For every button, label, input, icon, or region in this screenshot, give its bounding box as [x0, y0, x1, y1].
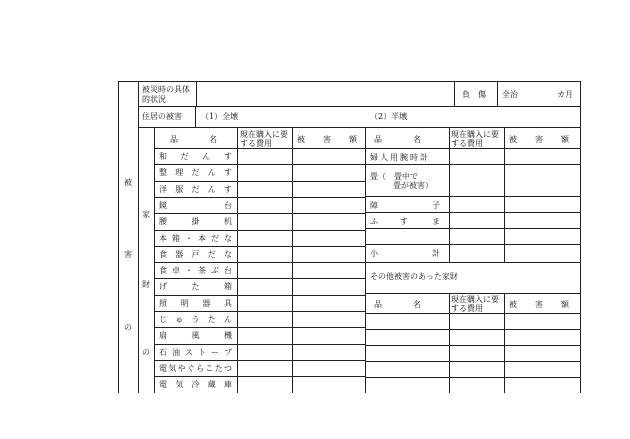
row-line [365, 212, 581, 213]
left-item-row: 照 明 器 具 [159, 298, 232, 308]
right2-header-cost-line2: する費用 [451, 304, 483, 313]
row-line [154, 360, 365, 361]
right2-header-cost-line1: 現在購入に要 [451, 295, 499, 304]
row-line [154, 181, 365, 182]
left-col-line [237, 127, 238, 393]
right-header-damage: 被 害 額 [509, 135, 574, 144]
row-line [365, 313, 581, 314]
row-line [365, 361, 581, 362]
right-item-subtotal-2: 計 [432, 249, 440, 258]
housing-option-full[interactable]: （1）全壊 [201, 112, 239, 121]
left-item-row: 食 器 戸 だ な [159, 249, 232, 259]
row-line [154, 262, 365, 263]
row-line [365, 228, 581, 229]
other-family-title: その他被害のあった家財 [370, 272, 458, 281]
vertical-label-no2: の [142, 348, 150, 357]
row-line [365, 377, 581, 378]
middle-col-line [365, 127, 366, 393]
injury-value-divider [497, 81, 498, 106]
right-item-shoji-2: 子 [432, 201, 440, 210]
left-item-row: 和 だ ん す [159, 152, 232, 161]
row-line [154, 213, 365, 214]
left-item-row: 食 卓 ・ 茶 ぶ 台 [159, 266, 232, 276]
right2-col-line [504, 293, 505, 393]
injury-value[interactable]: 全治 [502, 90, 518, 99]
row-line [365, 293, 581, 294]
left-item-row: 電 気 や ぐ ら こ た つ [159, 363, 232, 373]
injury-unit: カ月 [557, 90, 573, 99]
vertical-label-no: の [124, 323, 132, 332]
situation-label-line2: 的状況 [142, 95, 166, 104]
row-line [154, 295, 365, 296]
situation-label-line1: 被災時の具体 [142, 85, 190, 94]
vertical-label-gai: 害 [124, 250, 132, 259]
left-header-cost-line2: する費用 [240, 139, 272, 148]
right-item-tatami-line2: 畳が被害） [393, 181, 433, 190]
left-item-row: 洋 服 だ ん す [159, 184, 232, 194]
vertical-label-ka: 家 [142, 210, 150, 219]
left-header-cost-line1: 現在購入に要 [240, 130, 288, 139]
injury-divider [454, 81, 455, 106]
left-item-row: 鏡 台 [159, 200, 232, 210]
left-col-line [292, 127, 293, 393]
row-line [365, 196, 581, 197]
row-line [154, 344, 365, 345]
row-line [154, 376, 365, 377]
row-line [138, 127, 581, 128]
right-item-shoji-1: 障 [370, 201, 378, 210]
left-item-row: 電 気 冷 蔵 庫 [159, 380, 232, 390]
row-line [154, 327, 365, 328]
row-line [154, 164, 365, 165]
row-line [365, 148, 581, 149]
housing-option-half[interactable]: （2）半壊 [370, 112, 408, 121]
vertical-label-hi: 被 [124, 178, 132, 187]
left-col-line [154, 127, 155, 393]
right-item-fusuma-1: ふ [370, 217, 378, 226]
injury-label: 負 傷 [462, 90, 486, 99]
left-item-row: じ ゅ う た ん [159, 315, 232, 324]
left-item-row: 腰 掛 机 [159, 217, 232, 227]
right-header-cost-line1: 現在購入に要 [451, 130, 499, 139]
left-item-row: 整 理 だ ん す [159, 168, 232, 178]
right-item-fusuma-3: ま [432, 217, 440, 226]
row-line [154, 311, 365, 312]
left-header-item: 品 名 [170, 135, 222, 144]
right2-col-line [449, 293, 450, 393]
left-item-row: 扇 風 機 [159, 331, 232, 341]
row-line [154, 246, 365, 247]
right2-header-item: 品 名 [374, 300, 426, 309]
right-item-fusuma-2: す [400, 217, 408, 226]
vertical-label-zai: 財 [142, 280, 150, 289]
row-line [365, 164, 581, 165]
right-item-tatami-line1: 畳（ 畳中で [370, 172, 418, 181]
right-item-subtotal-1: 小 [370, 249, 378, 258]
row-line [365, 244, 581, 245]
right-header-cost-line2: する費用 [451, 139, 483, 148]
row-line [154, 278, 365, 279]
housing-damage-label: 住居の被害 [142, 112, 182, 121]
right-item-watch: 婦人用腕時計 [370, 153, 430, 162]
row-line [365, 262, 581, 263]
left-header-damage: 被 害 額 [297, 135, 362, 144]
left-item-row: 本 箱 ・ 本 だ な [159, 233, 232, 243]
left-item-row: げ た 箱 [159, 282, 232, 292]
row-line [365, 345, 581, 346]
row-line [154, 197, 365, 198]
row-line [154, 148, 365, 149]
row-line [154, 230, 365, 231]
housing-divider [195, 106, 196, 127]
left-item-row: 石 油 ス ト ー ブ [159, 347, 232, 357]
right-header-item: 品 名 [374, 135, 426, 144]
situation-divider [196, 81, 197, 106]
row-line [138, 106, 581, 107]
row-line [365, 329, 581, 330]
right2-header-damage: 被 害 額 [509, 300, 574, 309]
